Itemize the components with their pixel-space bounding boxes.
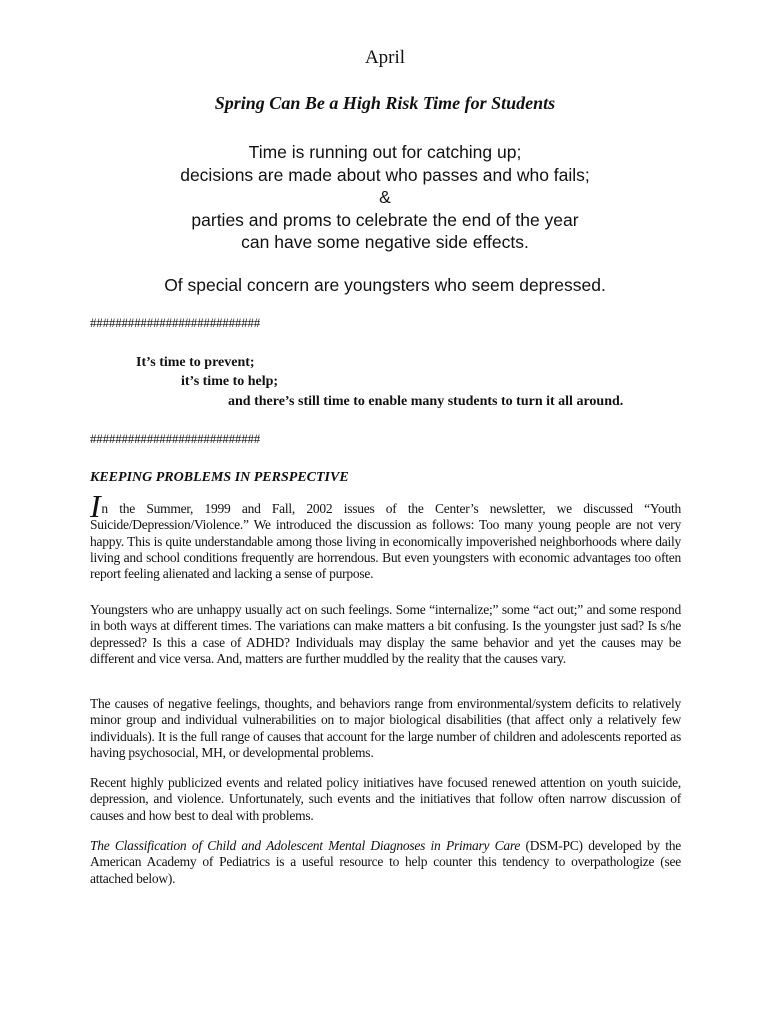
- paragraph-1: [90, 488, 681, 582]
- paragraph-5-text: (DSM-PC) developed by the American Academy of Pediatrics is a useful resource to help counter this tendency to overpathologize (see attached below).: [90, 838, 682, 886]
- headline: Spring Can Be a High Risk Time for Students: [214, 93, 556, 113]
- tagline-block: [0, 141, 770, 254]
- tagline-line: decisions are made about who passes and who fails;: [180, 164, 590, 185]
- dsm-pc-title: The Classification of Child and Adolescent Mental Diagnoses in Primary Care: [90, 838, 521, 853]
- tagline-line: can have some negative side effects.: [241, 232, 529, 252]
- callout-line-2: it’s time to help;: [181, 374, 279, 389]
- tagline-line: parties and proms to celebrate the end of the year: [191, 209, 579, 230]
- tagline-line: Time is running out for catching up;: [248, 142, 522, 162]
- paragraph-2: Youngsters who are unhappy usually act on such feelings. Some “internalize;” some “act out;” and some respond in both ways at different times. The variations can make matters a bit confusing. Is the youngster just sad? Is s/he depressed? Is this a case of ADHD? Individuals may display the same behavior and yet the causes may be different and vice versa. And, matters are further muddled by the reality that the causes vary.: [90, 602, 681, 666]
- callout-line-1: It’s time to prevent;: [136, 355, 255, 370]
- section-heading: KEEPING PROBLEMS IN PERSPECTIVE: [90, 470, 349, 485]
- paragraph-3: The causes of negative feelings, thoughts, and behaviors range from environmental/system deficits to relatively minor group and individual vulnerabilities on to major biological disabilities (that affect only a relatively few individuals). It is the full range of causes that account for the large number of children and adolescents reported as having psychosocial, MH, or developmental problems.: [90, 696, 681, 760]
- callout-line-3: and there’s still time to enable many students to turn it all around.: [228, 394, 624, 409]
- month-title: April: [364, 47, 406, 68]
- drop-cap: I: [90, 488, 101, 524]
- special-concern: Of special concern are youngsters who seem depressed.: [164, 275, 606, 295]
- tagline-line: &: [379, 187, 391, 207]
- paragraph-5: [90, 838, 681, 887]
- hash-divider-top: ###########################: [90, 315, 261, 330]
- paragraph-4: Recent highly publicized events and related policy initiatives have focused renewed attention on youth suicide, depression, and violence. Unfortunately, such events and the initiatives that follow often narrow discussion of causes and how best to deal with problems.: [90, 775, 681, 823]
- paragraph-1-text: n the Summer, 1999 and Fall, 2002 issues of the Center’s newsletter, we discussed “Youth Suicide/Depression/Violence.” We introduced the discussion as follows: Too many young people are not very happy. This is quite understandable among those living in economically impoverished neighborhoods where daily living and school conditions frequently are horrendous. But even youngsters with economic advantages too often report feeling alienated and lacking a sense of purpose.: [90, 501, 681, 582]
- hash-divider-bottom: ###########################: [90, 431, 261, 446]
